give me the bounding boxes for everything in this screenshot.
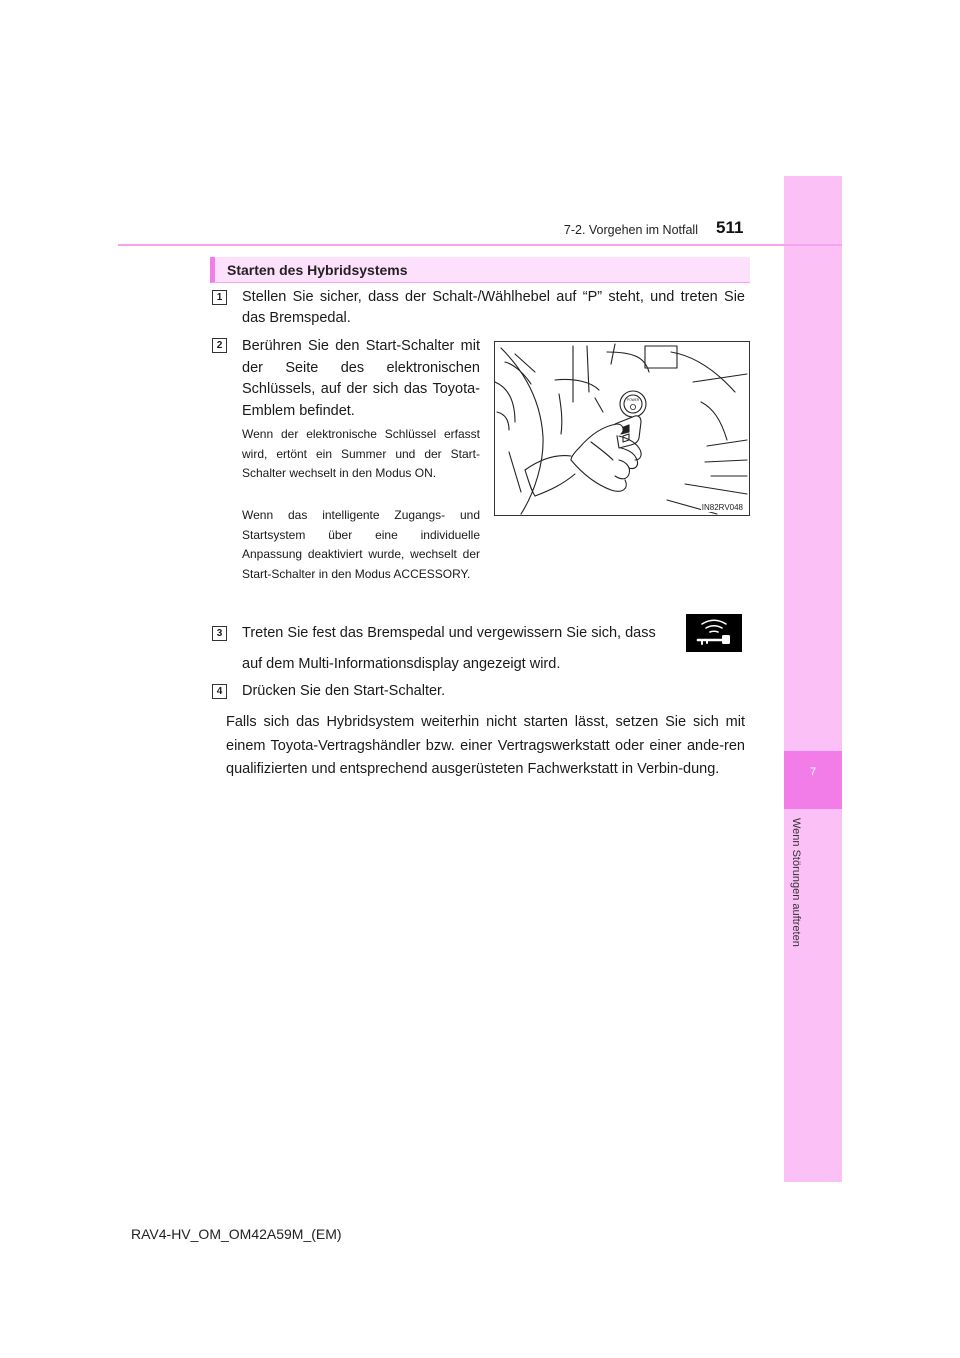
section-title: Starten des Hybridsystems [227,262,408,278]
step-number-3: 3 [212,626,227,641]
chapter-side-tab [784,176,842,1182]
step-number-4: 4 [212,684,227,699]
step-2-note-1: Wenn der elektronische Schlüssel erfasst wird, ertönt ein Summer und der Start-Schalter wechselt in den Modus ON. [242,427,480,480]
step-1-text: Stellen Sie sicher, dass der Schalt-/Wählhebel auf “P” steht, und treten Sie das Bremspedal. [242,289,745,326]
chapter-side-tab-active [784,751,842,809]
step-number-2: 2 [212,338,227,353]
hand-key-power-button-drawing [495,342,749,515]
step-2-note-2: Wenn das intelligente Zugangs- und Startsystem über eine individuelle Anpassung deaktiviert wurde, wechselt der Start-Schalter in den Modus ACCESSORY. [242,508,480,581]
chapter-title: Wenn Störungen auftreten [790,818,802,947]
section-heading-bar [210,257,750,283]
step-3-text-a: Treten Sie fest das Bremspedal und vergewissern Sie sich, dass [242,625,656,641]
header-divider [118,244,842,246]
step-number-1: 1 [212,290,227,305]
chapter-number: 7 [809,766,817,778]
start-switch-illustration [494,341,750,516]
key-indicator-icon [686,614,742,652]
document-code: RAV4-HV_OM_OM42A59M_(EM) [131,1226,342,1242]
key-indicator-display [686,614,742,652]
step-4-text: Drücken Sie den Start-Schalter. [242,683,446,699]
header-section-title: 7-2. Vorgehen im Notfall [563,223,698,237]
step-2-text: Berühren Sie den Start-Schalter mit der Seite des elektronischen Schlüssels, auf der sich das Toyota-Emblem befindet. [242,338,480,419]
page-number: 511 [716,218,744,237]
illustration-button-label: POWER [627,398,640,402]
closing-paragraph: Falls sich das Hybridsystem weiterhin nicht starten lässt, setzen Sie sich mit einem Toyota-Vertragshändler bzw. einer Vertragswerkstatt oder einer ande-ren qualifizierten und entsprechend ausgerüsteten Fachwerkstatt in Verbin-dung. [226,714,745,777]
illustration-code: IN82RV048 [701,503,743,512]
step-3-text-b: auf dem Multi-Informationsdisplay angezeigt wird. [242,656,561,672]
